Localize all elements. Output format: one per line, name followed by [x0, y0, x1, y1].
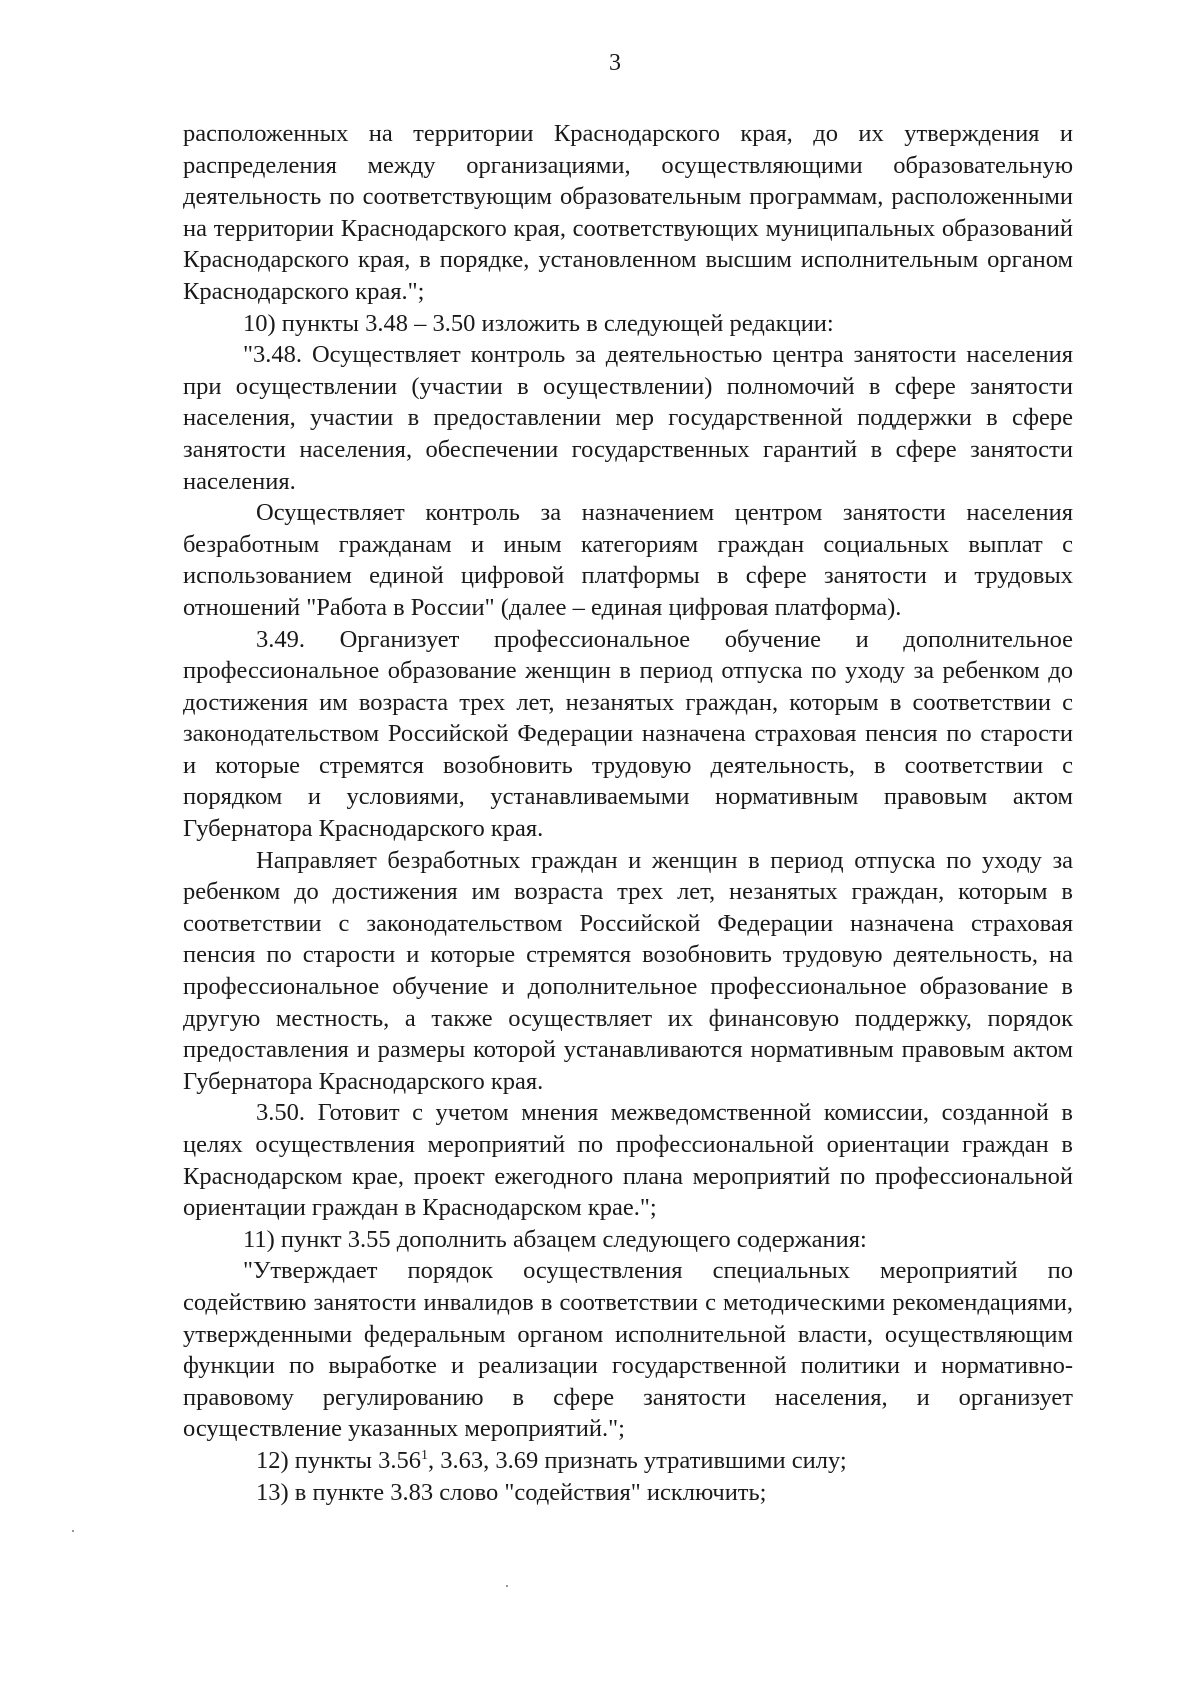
- paragraph-3-49: 3.49. Организует профессиональное обучение и дополнительное профессиональное образование женщин в период отпуска по уходу за ребенком до достижения им возраста трех лет, незанятых граждан, которым в соответствии с законодательством Российской Федерации назначена страховая пенсия по старости и которые стремятся возобновить трудовую деятельность, в соответствии с порядком и условиями, устанавливаемыми нормативным правовым актом Губернатора Краснодарского края.: [183, 625, 1073, 843]
- paragraph-3-49-direction: Направляет безработных граждан и женщин в период отпуска по уходу за ребенком до достижения им возраста трех лет, незанятых граждан, которым в соответствии с законодательством Российской Федерации назначена страховая пенсия по старости и которые стремятся возобновить трудовую деятельность, на профессиональное обучение и дополнительное профессиональное образование в другую местность, а также осуществляет их финансовую поддержку, порядок предоставления и размеры которой устанавливаются нормативным правовым актом Губернатора Краснодарского края.: [183, 846, 1073, 1095]
- page-number: 3: [609, 50, 621, 76]
- scan-speck: [72, 1530, 74, 1532]
- paragraph-3-48: "3.48. Осуществляет контроль за деятельностью центра занятости населения при осуществлении (участии в осуществлении) полномочий в сфере занятости населения, участии в предоставлении мер государственной поддержки в сфере занятости населения, обеспечении государственных гарантий в сфере занятости населения.: [183, 341, 1073, 495]
- item-12-superscript: 1: [421, 1447, 429, 1463]
- paragraph-continuation: расположенных на территории Краснодарского края, до их утверждения и распределения между организациями, осуществляющими образовательную деятельность по соответствующим образовательным программам, расположенными на территории Краснодарского края, соответствующих муниципальных образований Краснодарского края, в порядке, установленном высшим исполнительным органом Краснодарского края.";: [183, 120, 1073, 305]
- paragraph-item-13: 13) в пункте 3.83 слово "содействия" исключить;: [256, 1478, 767, 1506]
- paragraph-item-10: 10) пункты 3.48 – 3.50 изложить в следующей редакции:: [243, 309, 834, 337]
- paragraph-3-50: 3.50. Готовит с учетом мнения межведомственной комиссии, созданной в целях осуществления мероприятий по профессиональной ориентации граждан в Краснодарском крае, проект ежегодного плана мероприятий по профессиональной ориентации граждан в Краснодарском крае.";: [183, 1099, 1073, 1222]
- paragraph-item-11: 11) пункт 3.55 дополнить абзацем следующего содержания:: [243, 1225, 867, 1253]
- item-12-text: 12) пункты 3.56: [256, 1446, 422, 1474]
- paragraph-item-12: [183, 1445, 1073, 1477]
- scan-speck: [506, 1585, 508, 1587]
- paragraph-3-55-addition: "Утверждает порядок осуществления специальных мероприятий по содействию занятости инвалидов в соответствии с методическими рекомендациями, утвержденными федеральным органом исполнительной власти, осуществляющим функции по выработке и реализации государственной политики и нормативно-правовому регулированию в сфере занятости населения, и организует осуществление указанных мероприятий.";: [183, 1257, 1073, 1443]
- item-12-text-end: , 3.63, 3.69 признать утратившими силу;: [428, 1446, 847, 1474]
- paragraph-3-48-control: Осуществляет контроль за назначением центром занятости населения безработным гражданам и иным категориям граждан социальных выплат с использованием единой цифровой платформы в сфере занятости и трудовых отношений "Работа в России" (далее – единая цифровая платформа).: [183, 499, 1073, 621]
- document-body: [183, 118, 1073, 1508]
